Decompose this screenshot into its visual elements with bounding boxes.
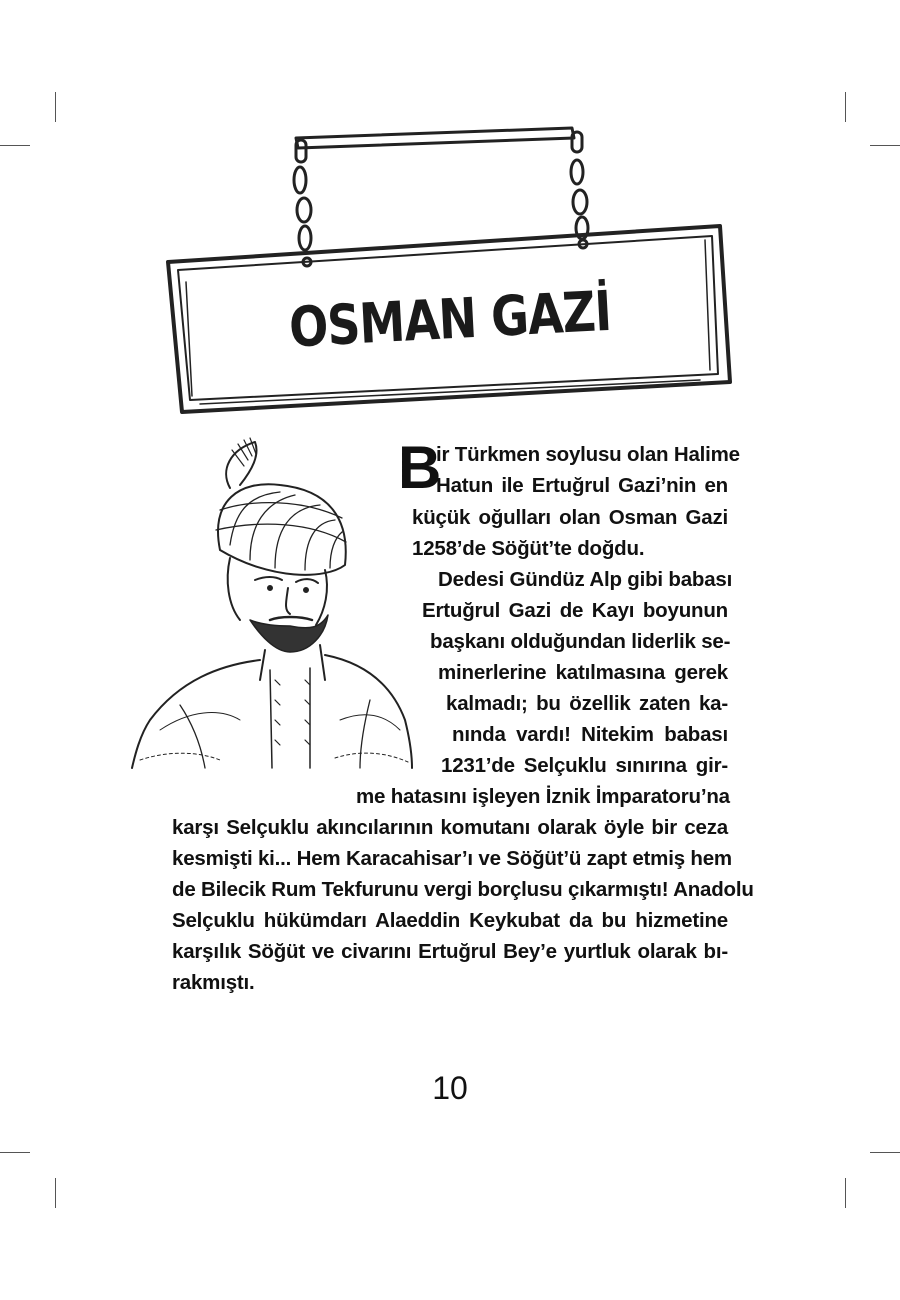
text-line: Dedesi Gündüz Alp gibi babası: [438, 568, 733, 591]
page-title: OSMAN GAZİ: [287, 278, 613, 360]
text-line: 1258’de Söğüt’te doğdu.: [412, 537, 645, 560]
text-line: Ertuğrul Gazi de Kayı boyunun: [422, 599, 728, 622]
text-line: kalmadı; bu özellik zaten ka-: [446, 692, 728, 715]
text-line: Hatun ile Ertuğrul Gazi’nin en: [436, 474, 728, 497]
text-line: minerlerine katılmasına gerek: [438, 661, 728, 684]
hanging-sign: [0, 0, 900, 430]
text-line: kesmişti ki... Hem Karacahisar’ı ve Söğüt’ü zapt etmiş hem: [172, 847, 732, 870]
page-number: 10: [432, 1070, 468, 1106]
text-line: küçük oğulları olan Osman Gazi: [412, 506, 728, 529]
drop-cap: B: [398, 434, 442, 501]
crop-mark: [55, 1178, 56, 1208]
text-line: başkanı olduğundan liderlik se-: [430, 630, 731, 653]
text-line: karşı Selçuklu akıncılarının komutanı olarak öyle bir ceza: [172, 816, 728, 839]
text-line: 1231’de Selçuklu sınırına gir-: [441, 754, 728, 777]
crop-mark: [870, 1152, 900, 1153]
text-line: me hatasını işleyen İznik İmparatoru’na: [356, 785, 730, 808]
osman-gazi-portrait: [120, 430, 420, 770]
text-line: ir Türkmen soylusu olan Halime: [436, 443, 740, 466]
text-line: de Bilecik Rum Tekfurunu vergi borçlusu çıkarmıştı! Anadolu: [172, 878, 754, 901]
text-line: nında vardı! Nitekim babası: [452, 723, 728, 746]
text-line: karşılık Söğüt ve civarını Ertuğrul Bey’e yurtluk olarak bı-: [172, 940, 728, 963]
text-line: Selçuklu hükümdarı Alaeddin Keykubat da bu hizmetine: [172, 909, 728, 932]
text-line: rakmıştı.: [172, 971, 255, 994]
crop-mark: [845, 1178, 846, 1208]
crop-mark: [0, 1152, 30, 1153]
